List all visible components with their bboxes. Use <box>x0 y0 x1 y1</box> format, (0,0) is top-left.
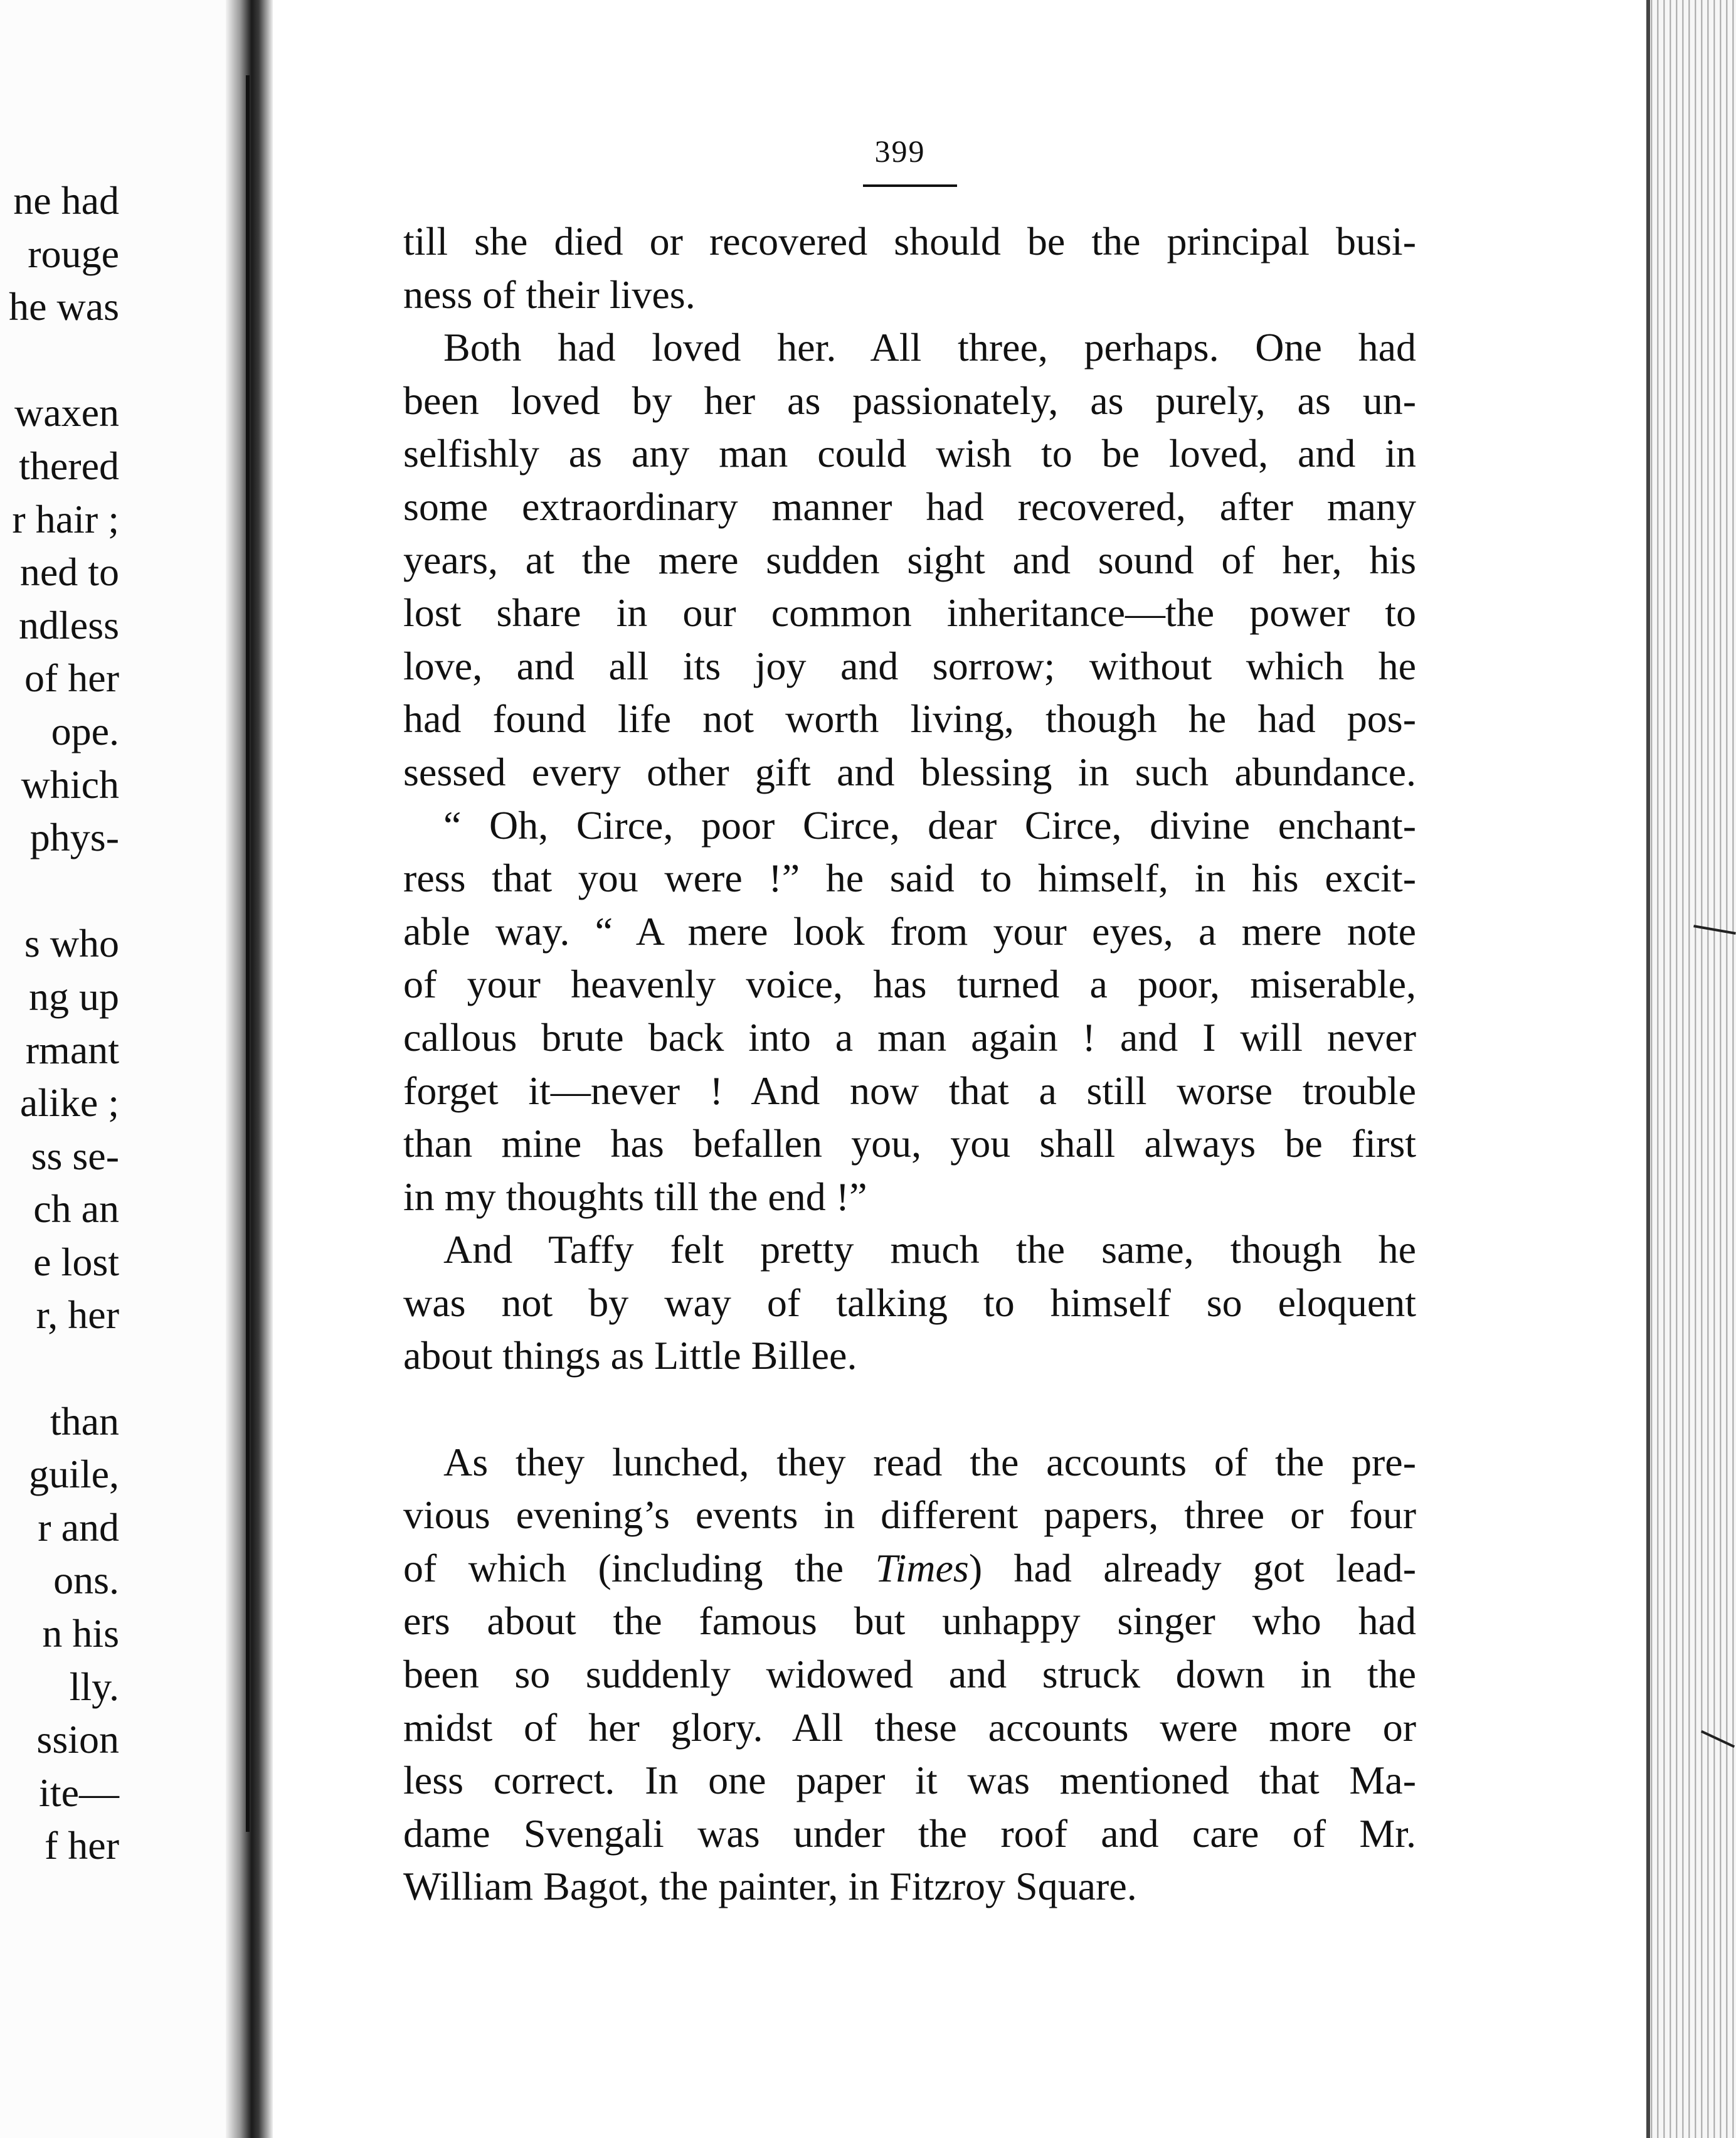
text-line: about things as Little Billee. <box>403 1333 857 1378</box>
text-line: Both had loved her. All three, perhaps. One had <box>403 325 1416 370</box>
left-line: ss se- <box>31 1133 119 1178</box>
text-line: callous brute back into a man again ! and I will never <box>403 1014 1416 1060</box>
left-line: ng up <box>29 974 119 1019</box>
section-break <box>403 1383 1416 1436</box>
text-line: love, and all its joy and sorrow; without which he <box>403 643 1416 688</box>
text-line: had found life not worth living, though he had pos- <box>403 696 1416 742</box>
left-line: rmant <box>25 1027 119 1072</box>
left-page-text <box>9 174 119 1873</box>
left-line: phys- <box>29 815 119 860</box>
left-line: waxen <box>14 390 119 435</box>
left-line: r hair ; <box>12 496 119 541</box>
text-line: vious evening’s events in different papers, three or four <box>403 1492 1416 1538</box>
left-line: thered <box>19 443 119 488</box>
left-line: ne had <box>13 178 119 223</box>
text-line: some extraordinary manner had recovered, after many <box>403 484 1416 529</box>
text-line: able way. “ A mere look from your eyes, a mere note <box>403 908 1416 954</box>
page-number: 399 <box>874 134 926 169</box>
left-line: he was <box>9 284 119 329</box>
left-line: ite— <box>39 1770 119 1815</box>
left-line: ndless <box>19 602 119 647</box>
left-line: r and <box>38 1504 119 1550</box>
text-line: was not by way of talking to himself so eloquent <box>403 1280 1416 1325</box>
text-line: years, at the mere sudden sight and sound of her, his <box>403 537 1416 582</box>
left-line: guile, <box>29 1452 119 1497</box>
left-line: ons. <box>53 1558 119 1603</box>
left-line: ch an <box>33 1186 119 1231</box>
text-line: lost share in our common inheritance—the power to <box>403 590 1416 636</box>
left-line: rouge <box>28 231 119 276</box>
text-line: been loved by her as passionately, as purely, as un- <box>403 378 1416 423</box>
left-line: ned to <box>19 550 119 595</box>
gutter-shadow-line <box>246 75 250 1832</box>
paragraph <box>403 321 1416 799</box>
left-line: ssion <box>36 1717 119 1762</box>
paragraph <box>403 1436 1416 1913</box>
body-text <box>403 215 1416 1913</box>
text-line: selfishly as any man could wish to be loved, and in <box>403 431 1416 476</box>
left-line: s who <box>24 921 119 966</box>
text-line: midst of her glory. All these accounts were more or <box>403 1705 1416 1750</box>
text-line: of which (including the Times) had already got lead- <box>403 1545 1416 1590</box>
left-line: e lost <box>33 1239 119 1284</box>
left-line <box>9 334 119 387</box>
text-line: than mine has befallen you, you shall always be first <box>403 1121 1416 1166</box>
left-line: than <box>50 1398 119 1444</box>
text-line: ness of their lives. <box>403 272 696 317</box>
text-line: been so suddenly widowed and struck down in the <box>403 1652 1416 1697</box>
page-edges <box>1646 0 1736 2138</box>
left-line: lly. <box>69 1664 119 1709</box>
text-line: William Bagot, the painter, in Fitzroy Square. <box>403 1864 1137 1909</box>
text-line: less correct. In one paper it was mentioned that Ma- <box>403 1758 1416 1803</box>
paragraph <box>403 215 1416 321</box>
text-line: ers about the famous but unhappy singer who had <box>403 1598 1416 1644</box>
text-line: in my thoughts till the end !” <box>403 1174 867 1219</box>
left-line: ope. <box>51 708 119 753</box>
text-line: till she died or recovered should be the principal busi- <box>403 219 1416 263</box>
left-line: n his <box>42 1611 119 1656</box>
text-line: of your heavenly voice, has turned a poor, miserable, <box>403 962 1416 1007</box>
text-line: forget it—never ! And now that a still worse trouble <box>403 1068 1416 1113</box>
left-line: of her <box>24 656 119 701</box>
left-line <box>9 864 119 918</box>
text-line: And Taffy felt pretty much the same, though he <box>403 1227 1416 1272</box>
paragraph <box>403 799 1416 1224</box>
left-line: which <box>21 762 119 807</box>
text-line: As they lunched, they read the accounts of the pre- <box>403 1439 1416 1484</box>
left-line: r, her <box>36 1292 119 1338</box>
text-line: ress that you were !” he said to himself, in his excit- <box>403 856 1416 901</box>
page-number-rule <box>863 184 957 187</box>
page-edge-border <box>1646 0 1650 2138</box>
italic-times: Times <box>875 1545 969 1590</box>
left-line <box>9 1342 119 1395</box>
left-page <box>0 0 245 2138</box>
text-line: “ Oh, Circe, poor Circe, dear Circe, divine enchant- <box>403 802 1416 848</box>
text-line: sessed every other gift and blessing in such abundance. <box>403 749 1416 794</box>
paragraph <box>403 1223 1416 1383</box>
text-line: dame Svengali was under the roof and care of Mr. <box>403 1811 1416 1856</box>
left-line: f her <box>44 1823 119 1868</box>
left-line: alike ; <box>19 1080 119 1125</box>
